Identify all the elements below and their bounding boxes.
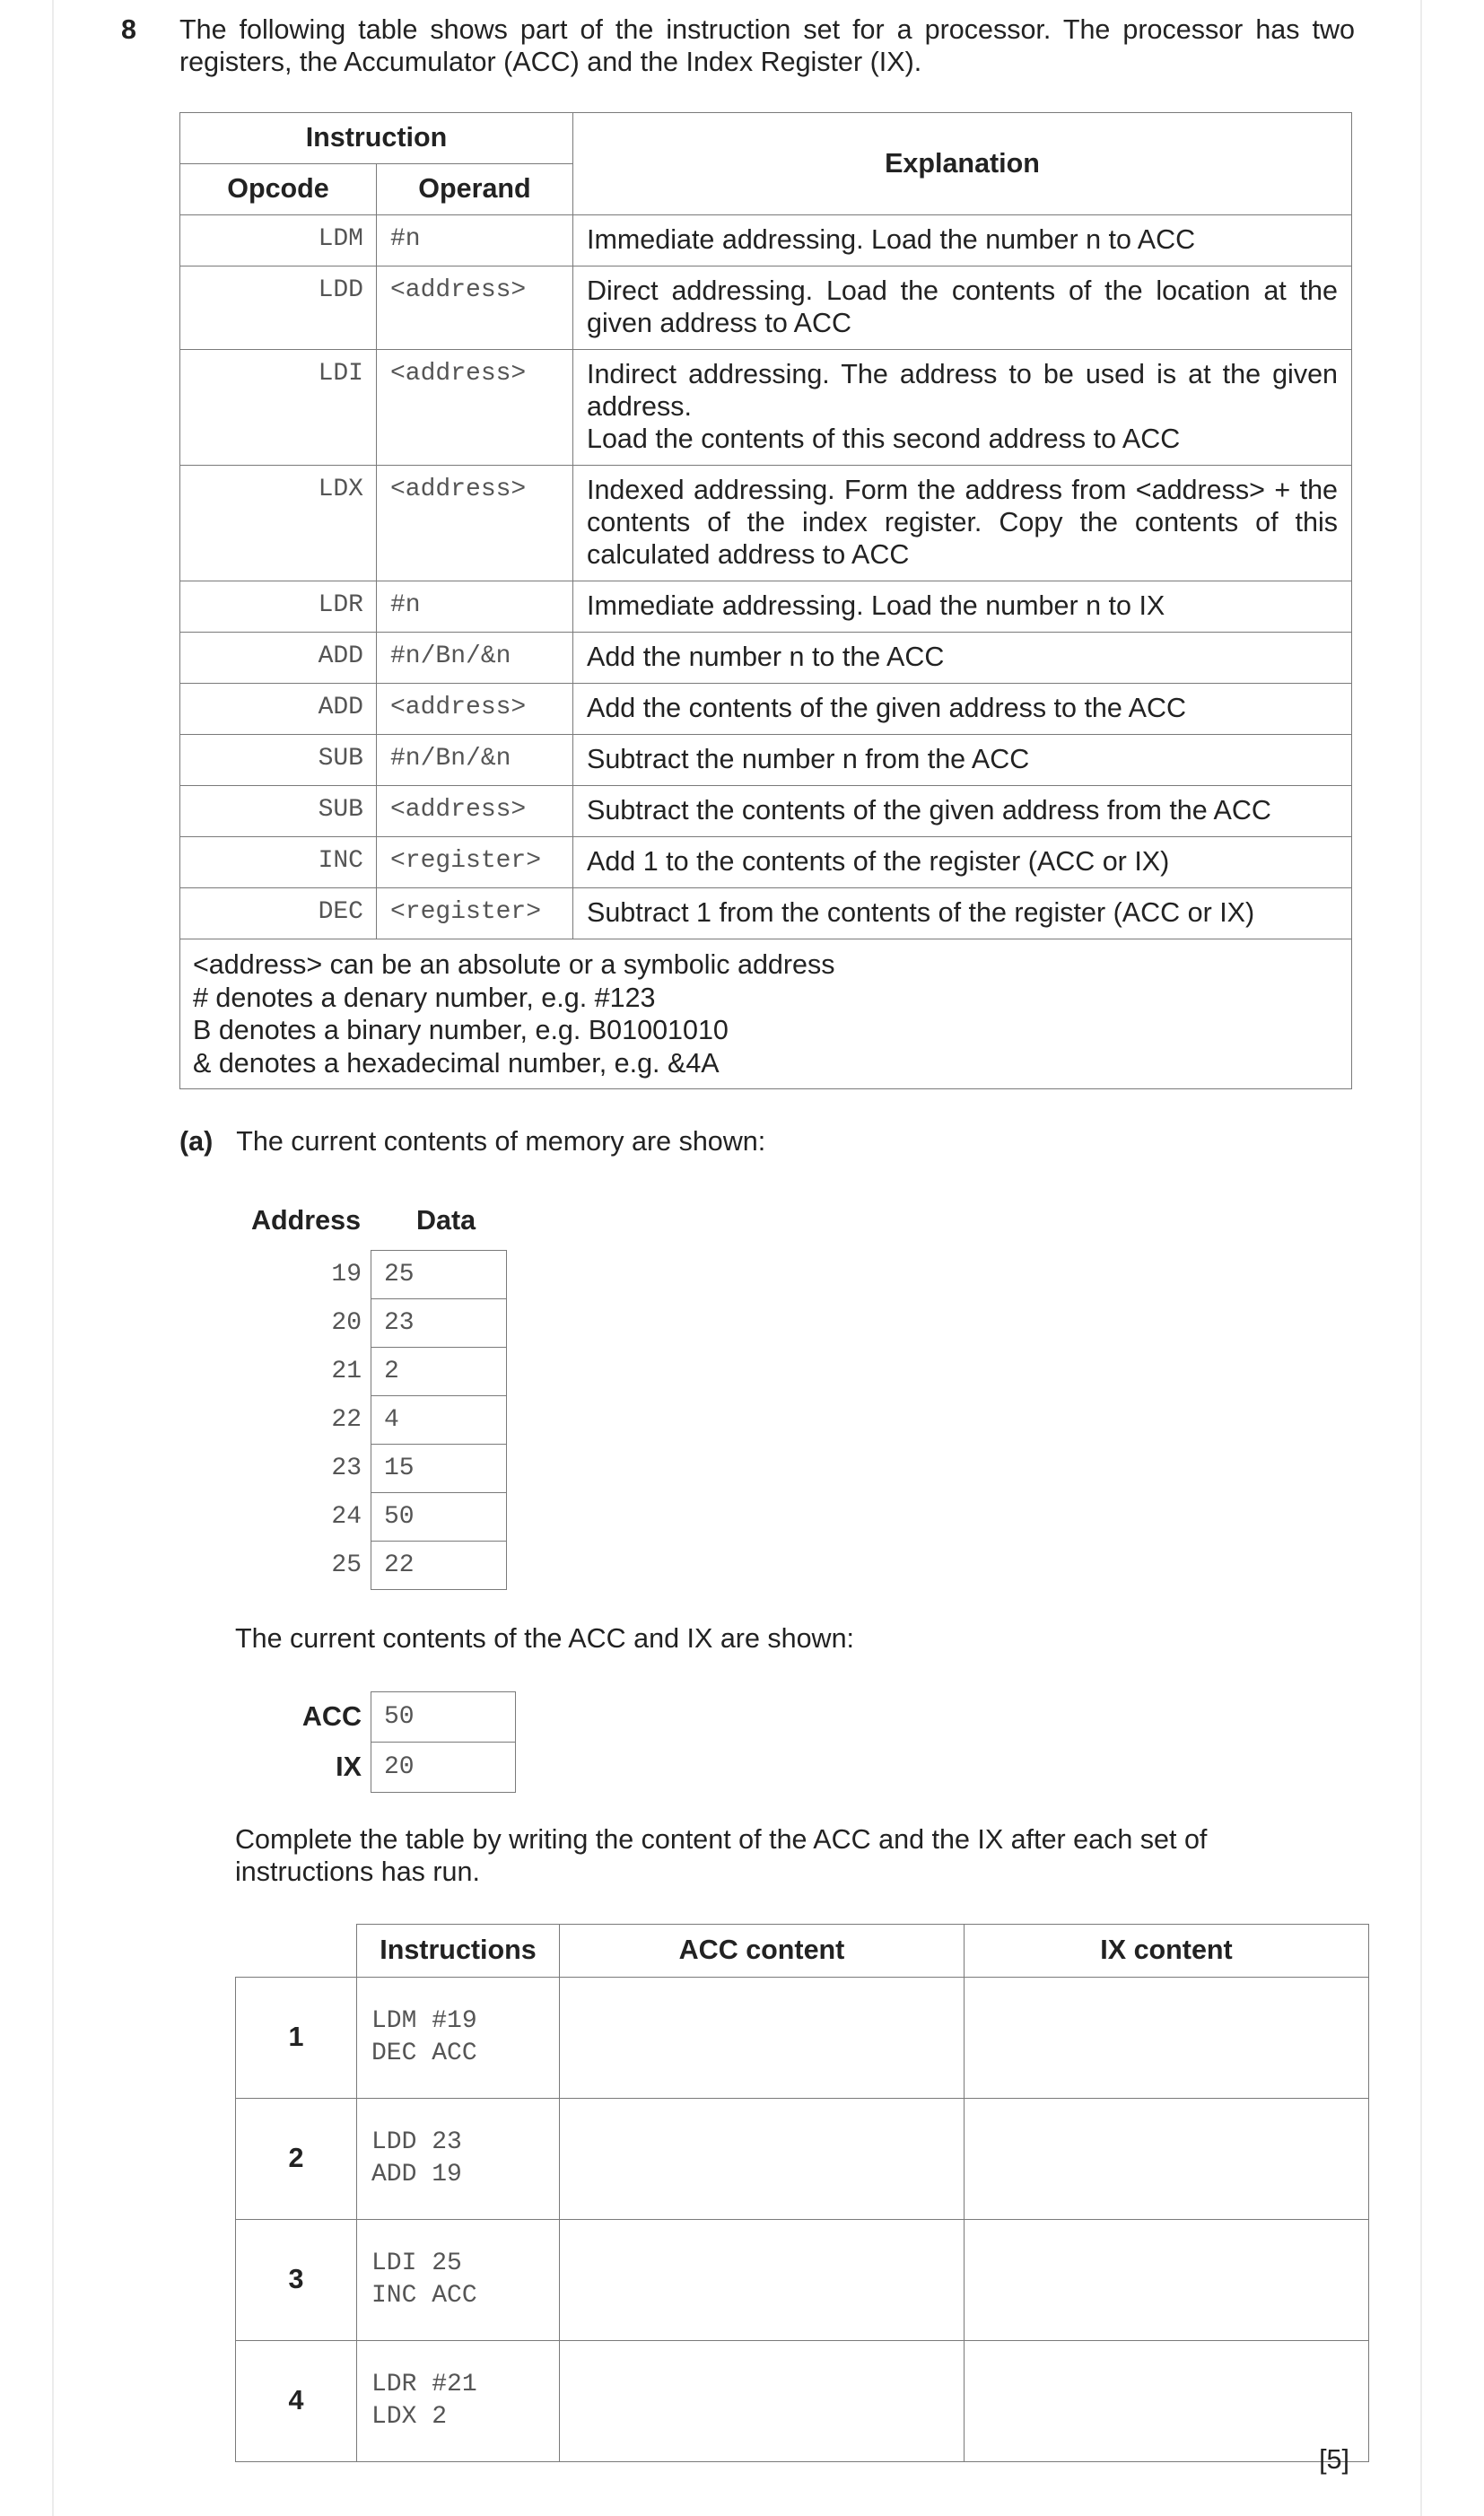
operand-cell: #n: [377, 581, 573, 632]
acc-answer-cell[interactable]: [560, 2099, 965, 2220]
row-number: 2: [236, 2099, 357, 2220]
notes-cell: [180, 939, 1352, 1088]
memory-address: 22: [331, 1405, 362, 1434]
operand-cell: <address>: [377, 465, 573, 581]
explanation-cell: Indexed addressing. Form the address from <address> + the contents of the index register. Copy the contents of this calculated address to ACC: [573, 465, 1352, 581]
opcode-cell: LDD: [180, 266, 377, 350]
acc-answer-cell[interactable]: [560, 2220, 965, 2341]
operand-cell: <register>: [377, 836, 573, 887]
note-line: # denotes a denary number, e.g. #123: [193, 982, 656, 1013]
explanation-line: Indirect addressing. The address to be used is at the given address.: [587, 359, 1338, 422]
registers-table: [296, 1691, 516, 1793]
explanation-cell: Subtract 1 from the contents of the register (ACC or IX): [573, 887, 1352, 939]
register-value: 50: [371, 1692, 516, 1743]
operand-cell: <address>: [377, 683, 573, 734]
marks-total: [5]: [1319, 2444, 1349, 2475]
page-margin-left: [52, 0, 54, 2516]
instruction-line: LDX 2: [371, 2403, 448, 2431]
registers-intro: The current contents of the ACC and IX are shown:: [235, 1623, 855, 1654]
acc-answer-cell[interactable]: [560, 1978, 965, 2099]
explanation-cell: Add 1 to the contents of the register (ACC or IX): [573, 836, 1352, 887]
instruction-line: LDI 25: [371, 2249, 462, 2277]
data-header: Data: [416, 1205, 476, 1236]
address-header: Address: [251, 1205, 362, 1236]
operand-cell: <address>: [377, 266, 573, 350]
note-line: & denotes a hexadecimal number, e.g. &4A: [193, 1047, 720, 1079]
memory-data: 22: [371, 1542, 507, 1590]
answer-row: [236, 1978, 1369, 2099]
opcode-cell: DEC: [180, 887, 377, 939]
ix-content-header: IX content: [965, 1925, 1369, 1978]
opcode-cell: LDI: [180, 350, 377, 466]
opcode-cell: SUB: [180, 785, 377, 836]
explanation-cell: Subtract the number n from the ACC: [573, 734, 1352, 785]
explanation-header: Explanation: [573, 113, 1352, 215]
answer-table: [235, 1924, 1369, 2462]
memory-address: 24: [331, 1502, 362, 1531]
opcode-cell: ADD: [180, 683, 377, 734]
instruction-line: LDD 23: [371, 2127, 462, 2156]
explanation-cell: Add the contents of the given address to the ACC: [573, 683, 1352, 734]
opcode-cell: INC: [180, 836, 377, 887]
note-line: B denotes a binary number, e.g. B01001010: [193, 1015, 729, 1046]
instruction-line: INC ACC: [371, 2282, 477, 2310]
instructions-header: Instructions: [357, 1925, 560, 1978]
instruction-set-table: [179, 112, 1352, 1089]
row-number: 3: [236, 2220, 357, 2341]
memory-row: [299, 1396, 507, 1445]
explanation-cell: Immediate addressing. Load the number n to IX: [573, 581, 1352, 632]
row-number: 1: [236, 1978, 357, 2099]
explanation-cell: [573, 350, 1352, 466]
part-a-label: (a): [179, 1126, 214, 1157]
memory-row: [299, 1348, 507, 1396]
register-value: 20: [371, 1743, 516, 1793]
acc-answer-cell[interactable]: [560, 2341, 965, 2462]
operand-cell: #n/Bn/&n: [377, 734, 573, 785]
register-row: [296, 1692, 516, 1743]
memory-row: [299, 1542, 507, 1590]
memory-row: [299, 1445, 507, 1493]
question-number: 8: [121, 14, 136, 45]
memory-row: [299, 1251, 507, 1299]
explanation-cell: Direct addressing. Load the contents of the location at the given address to ACC: [573, 266, 1352, 350]
operand-cell: #n: [377, 215, 573, 266]
register-name: ACC: [301, 1700, 362, 1732]
acc-content-header: ACC content: [560, 1925, 965, 1978]
instructions-cell: [357, 2341, 560, 2462]
task-instructions: Complete the table by writing the content of the ACC and the IX after each set of instructions has run.: [235, 1824, 1208, 1887]
memory-data: 2: [371, 1348, 507, 1396]
opcode-cell: LDR: [180, 581, 377, 632]
note-line: <address> can be an absolute or a symbolic address: [193, 948, 835, 980]
memory-address: 21: [331, 1357, 362, 1385]
part-a-heading: [179, 1126, 765, 1158]
explanation-cell: Add the number n to the ACC: [573, 632, 1352, 683]
memory-data: 4: [371, 1396, 507, 1445]
ix-answer-cell[interactable]: [965, 2099, 1369, 2220]
memory-data: 50: [371, 1493, 507, 1542]
register-row: [296, 1743, 516, 1793]
explanation-line: Load the contents of this second address to ACC: [587, 423, 1181, 454]
opcode-header: Opcode: [180, 164, 377, 215]
answer-row: [236, 2099, 1369, 2220]
answer-row: [236, 2220, 1369, 2341]
opcode-cell: LDM: [180, 215, 377, 266]
explanation-cell: Immediate addressing. Load the number n to ACC: [573, 215, 1352, 266]
instruction-header: Instruction: [180, 113, 573, 164]
ix-answer-cell[interactable]: [965, 2341, 1369, 2462]
instructions-cell: [357, 2099, 560, 2220]
answer-row: [236, 2341, 1369, 2462]
memory-table: [299, 1250, 507, 1590]
opcode-cell: ADD: [180, 632, 377, 683]
instructions-cell: [357, 1978, 560, 2099]
memory-data: 23: [371, 1299, 507, 1348]
operand-header: Operand: [377, 164, 573, 215]
opcode-cell: LDX: [180, 465, 377, 581]
memory-row: [299, 1299, 507, 1348]
memory-data: 25: [371, 1251, 507, 1299]
ix-answer-cell[interactable]: [965, 1978, 1369, 2099]
register-name: IX: [336, 1751, 362, 1782]
memory-data: 15: [371, 1445, 507, 1493]
instruction-line: LDM #19: [371, 2006, 477, 2035]
page-margin-right: [1420, 0, 1422, 2516]
question-intro: The following table shows part of the instruction set for a processor. The processor has two registers, the Accumulator (ACC) and the Index Register (IX).: [179, 14, 1355, 77]
memory-row: [299, 1493, 507, 1542]
instruction-line: ADD 19: [371, 2161, 462, 2188]
memory-address: 20: [331, 1308, 362, 1337]
instructions-cell: [357, 2220, 560, 2341]
memory-address: 19: [331, 1260, 362, 1289]
row-number: 4: [236, 2341, 357, 2462]
operand-cell: <address>: [377, 785, 573, 836]
opcode-cell: SUB: [180, 734, 377, 785]
memory-address: 25: [331, 1551, 362, 1579]
operand-cell: #n/Bn/&n: [377, 632, 573, 683]
blank-corner: [236, 1925, 357, 1978]
explanation-cell: Subtract the contents of the given address from the ACC: [573, 785, 1352, 836]
operand-cell: <address>: [377, 350, 573, 466]
part-a-intro: The current contents of memory are shown:: [236, 1126, 766, 1157]
instruction-line: DEC ACC: [371, 2040, 477, 2067]
instruction-line: LDR #21: [371, 2370, 477, 2398]
ix-answer-cell[interactable]: [965, 2220, 1369, 2341]
memory-address: 23: [331, 1454, 362, 1482]
operand-cell: <register>: [377, 887, 573, 939]
